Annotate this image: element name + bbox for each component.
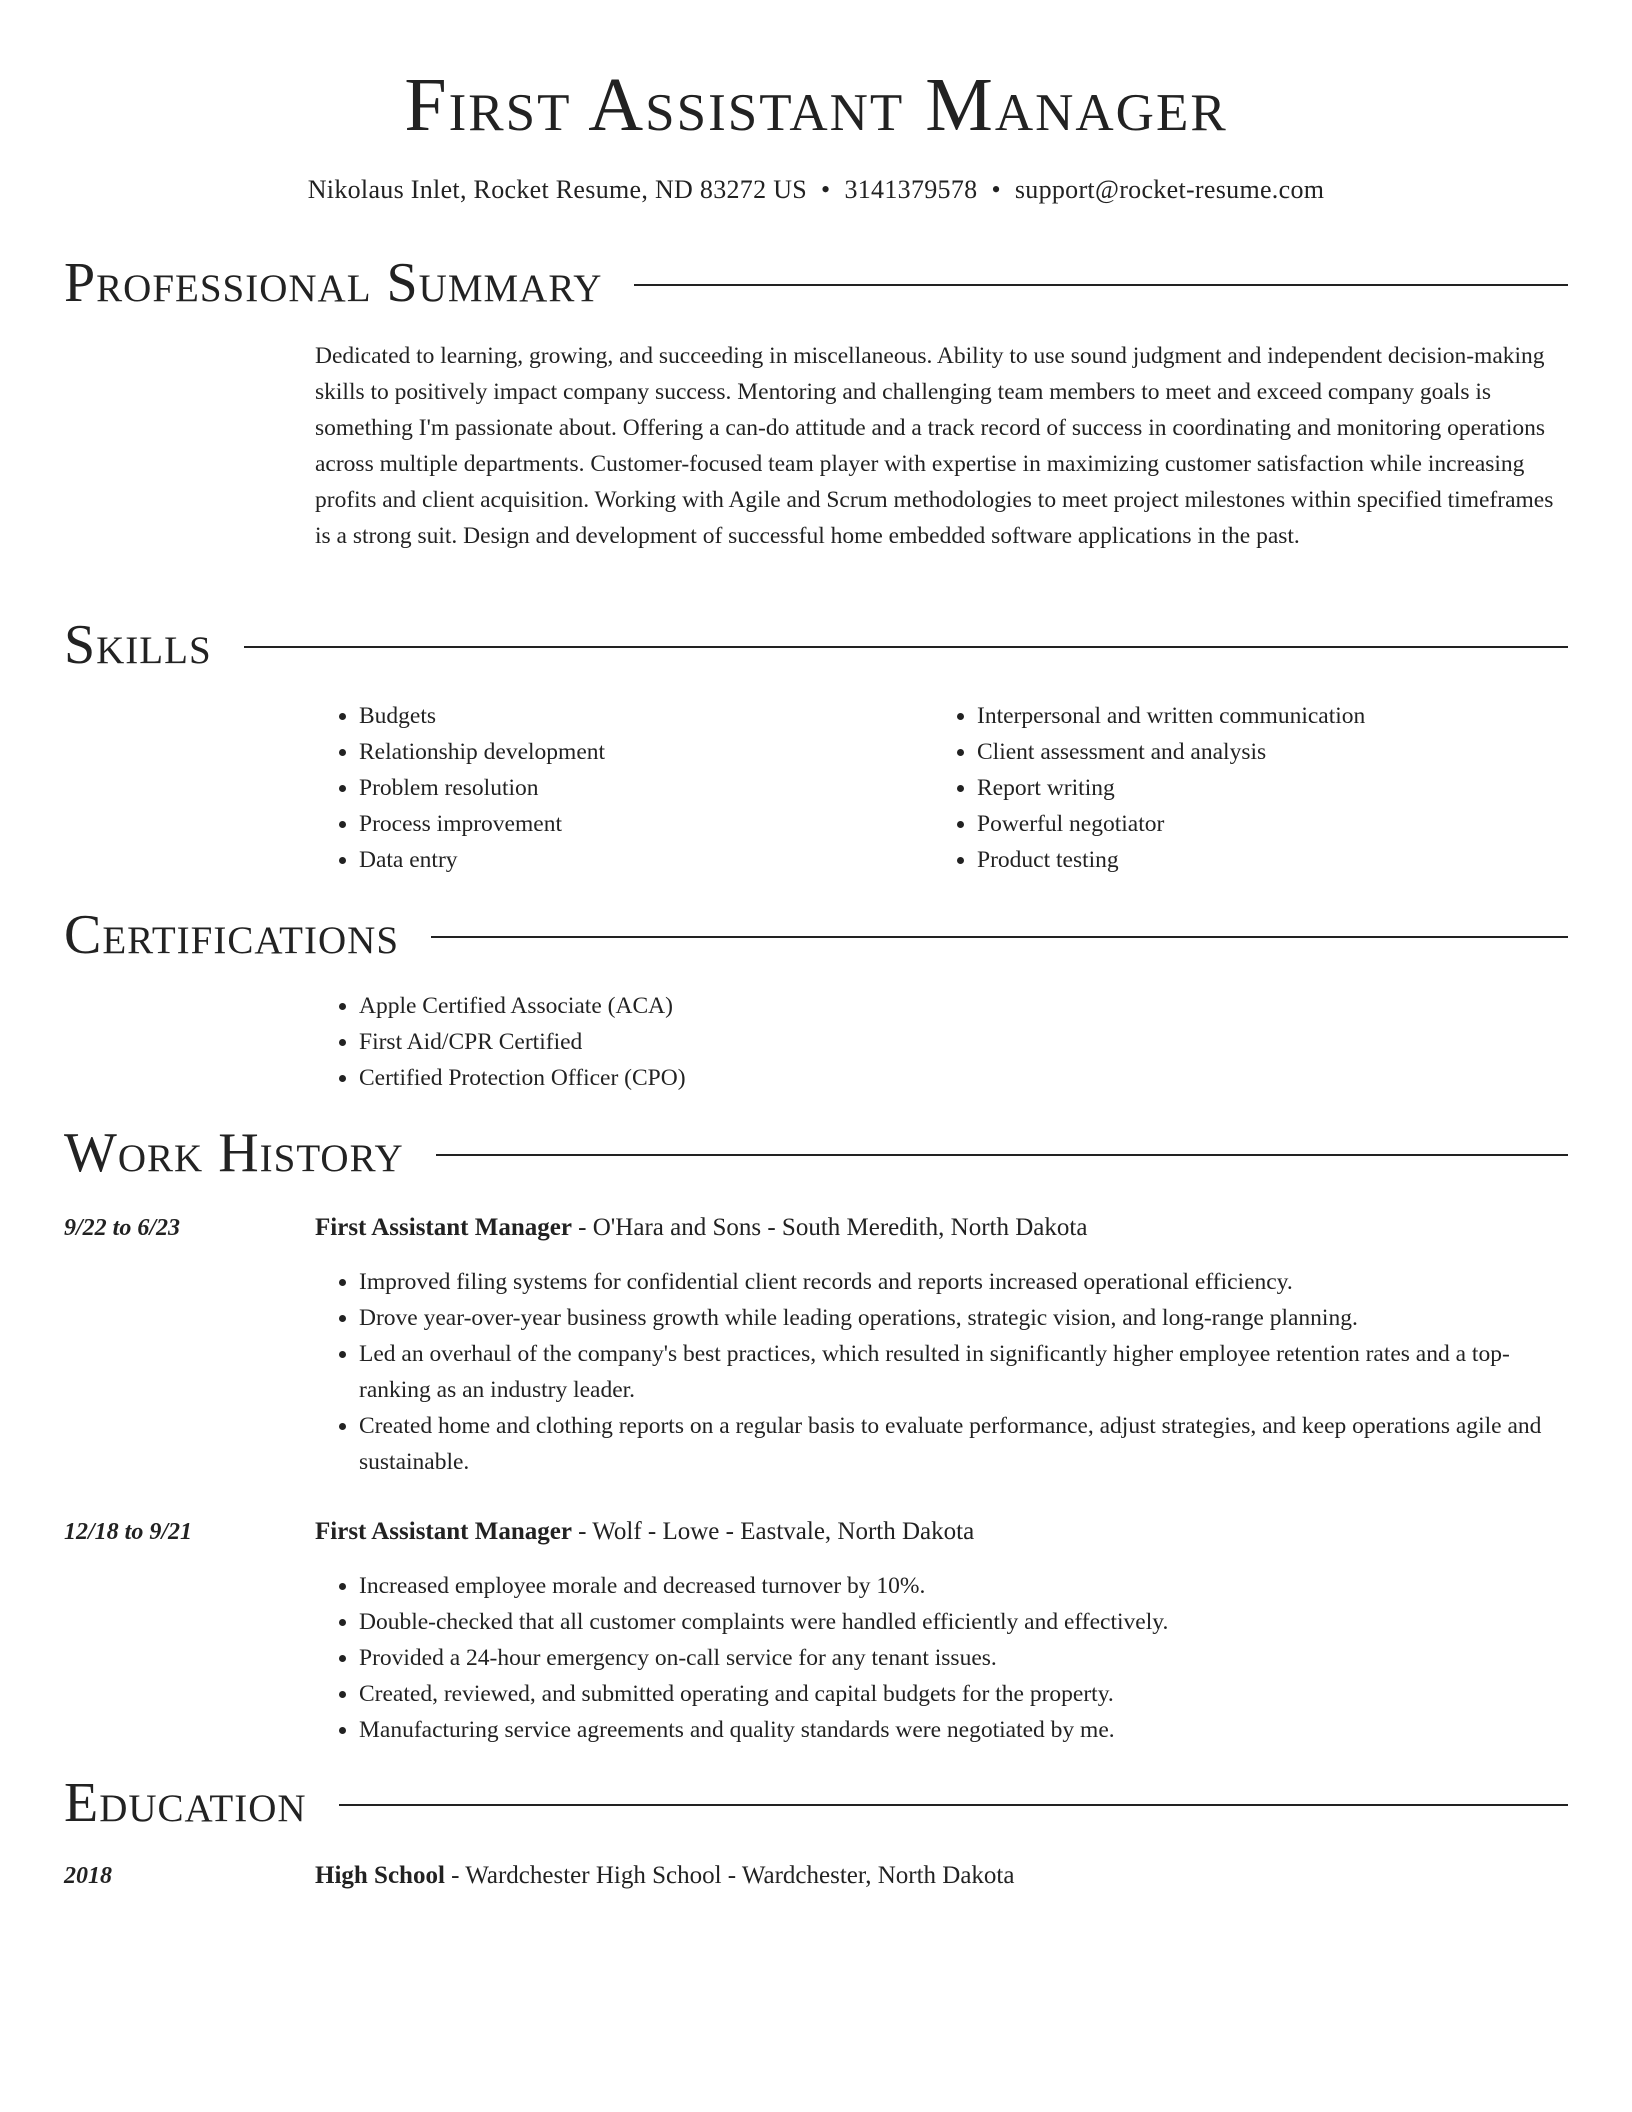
job-heading <box>315 1210 1087 1246</box>
skill-item: • Data entry <box>359 842 933 878</box>
section-title-education: Education <box>64 1772 307 1834</box>
section-title-work: Work History <box>64 1122 404 1184</box>
job-bullet: • Double-checked that all customer complaints were handled efficiently and effectively. <box>359 1604 1568 1640</box>
resume-title: First Assistant Manager <box>404 63 1228 147</box>
job-bullet: • Led an overhaul of the company's best practices, which resulted in significantly higher employee retention rates and a top-ranking as an industry leader. <box>359 1336 1568 1408</box>
contact-separator: • <box>821 175 831 204</box>
job-bullet: • Created home and clothing reports on a regular basis to evaluate performance, adjust strategies, and keep operations agile and sustainable. <box>359 1408 1568 1480</box>
certifications-block <box>315 988 1568 1096</box>
section-divider <box>244 646 1568 648</box>
skill-item: • Powerful negotiator <box>977 806 1551 842</box>
skills-grid <box>315 698 1568 878</box>
contact-email: support@rocket-resume.com <box>1014 175 1325 204</box>
education-school: - Wardchester High School - Wardchester, North Dakota <box>444 1862 1015 1889</box>
certifications-list <box>315 988 1568 1096</box>
certification-item: • First Aid/CPR Certified <box>359 1024 1568 1060</box>
job-dates: 9/22 to 6/23 <box>64 1215 181 1241</box>
certification-item: • Apple Certified Associate (ACA) <box>359 988 1568 1024</box>
section-title-skills: Skills <box>64 614 212 676</box>
skill-item: • Relationship development <box>359 734 933 770</box>
section-header-skills <box>64 612 1568 678</box>
skill-item: • Product testing <box>977 842 1551 878</box>
job-title: First Assistant Manager <box>315 1518 572 1545</box>
section-header-work <box>64 1120 1568 1186</box>
skills-list-right <box>933 698 1551 878</box>
section-title-summary: Professional Summary <box>64 252 603 314</box>
section-header-certifications <box>64 902 1568 968</box>
section-divider <box>431 936 1568 938</box>
job-bullet: • Manufacturing service agreements and quality standards were negotiated by me. <box>359 1712 1568 1748</box>
section-divider <box>339 1804 1568 1806</box>
job-bullet: • Created, reviewed, and submitted operating and capital budgets for the property. <box>359 1676 1568 1712</box>
education-year: 2018 <box>64 1863 112 1889</box>
education-heading <box>315 1858 1014 1894</box>
certification-item: • Certified Protection Officer (CPO) <box>359 1060 1568 1096</box>
skills-list-left <box>315 698 933 878</box>
job-bullet-list <box>315 1568 1568 1748</box>
job-employer: - O'Hara and Sons - South Meredith, North Dakota <box>571 1214 1088 1241</box>
contact-separator: • <box>991 175 1001 204</box>
skill-item: • Client assessment and analysis <box>977 734 1551 770</box>
contact-line <box>64 172 1568 208</box>
job-dates: 12/18 to 9/21 <box>64 1519 193 1545</box>
job-bullet: • Improved filing systems for confidential client records and reports increased operational efficiency. <box>359 1264 1568 1300</box>
contact-phone: 3141379578 <box>844 175 978 204</box>
job-bullets <box>315 1264 1568 1480</box>
skill-item: • Report writing <box>977 770 1551 806</box>
education-degree: High School <box>315 1862 445 1889</box>
skill-item: • Interpersonal and written communication <box>977 698 1551 734</box>
section-title-certifications: Certifications <box>64 904 400 966</box>
job-bullet: • Provided a 24-hour emergency on-call service for any tenant issues. <box>359 1640 1568 1676</box>
section-divider <box>436 1154 1568 1156</box>
job-bullets <box>315 1568 1568 1748</box>
job-employer: - Wolf - Lowe - Eastvale, North Dakota <box>571 1518 975 1545</box>
summary-block <box>315 338 1568 554</box>
job-bullet: • Increased employee morale and decreased turnover by 10%. <box>359 1568 1568 1604</box>
job-title: First Assistant Manager <box>315 1214 572 1241</box>
job-heading <box>315 1514 974 1550</box>
summary-text: Dedicated to learning, growing, and succeeding in miscellaneous. Ability to use sound judgment and independent decision-making skills to positively impact company success. Mentoring and challenging team members to meet and exceed company goals is something I'm passionate about. Offering a can-do attitude and a track record of success in coordinating and monitoring operations across multiple departments. Customer-focused team player with expertise in maximizing customer satisfaction while increasing profits and client acquisition. Working with Agile and Scrum methodologies to meet project milestones within specified timeframes is a strong suit. Design and development of successful home embedded software applications in the past. <box>315 343 1554 549</box>
skill-item: • Problem resolution <box>359 770 933 806</box>
skill-item: • Process improvement <box>359 806 933 842</box>
job-bullet: • Drove year-over-year business growth while leading operations, strategic vision, and long-range planning. <box>359 1300 1568 1336</box>
section-header-education <box>64 1770 1568 1836</box>
section-header-summary <box>64 250 1568 316</box>
section-divider <box>634 284 1568 286</box>
contact-address: Nikolaus Inlet, Rocket Resume, ND 83272 US <box>307 175 808 204</box>
skill-item: • Budgets <box>359 698 933 734</box>
job-bullet-list <box>315 1264 1568 1480</box>
